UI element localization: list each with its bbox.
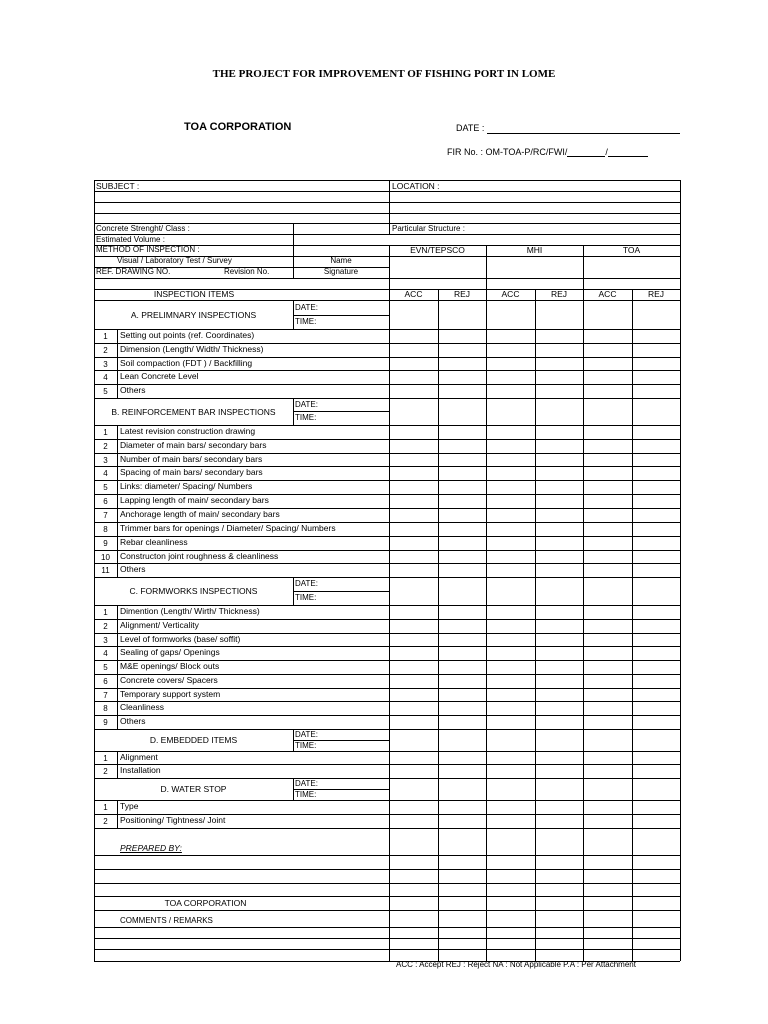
- grid-line: [583, 245, 584, 961]
- method-of-inspection-label: METHOD OF INSPECTION :: [96, 245, 200, 254]
- subject-label: SUBJECT :: [96, 181, 140, 191]
- party-evn-tepsco: EVN/TEPSCO: [410, 245, 465, 255]
- grid-line: [117, 764, 118, 778]
- grid-line: [117, 494, 118, 508]
- rej-header: REJ: [453, 289, 471, 299]
- item-label: Dimension (Length/ Width/ Thickness): [120, 344, 264, 354]
- grid-line: [117, 343, 118, 357]
- item-number: 2: [103, 767, 108, 776]
- section-time-label: TIME:: [295, 789, 317, 799]
- grid-line: [94, 910, 680, 911]
- grid-line: [117, 701, 118, 715]
- party-mhi: MHI: [526, 245, 543, 255]
- section-title: A. PRELIMNARY INSPECTIONS: [130, 309, 257, 320]
- grid-line: [117, 370, 118, 384]
- grid-line: [389, 180, 390, 234]
- section-time-label: TIME:: [295, 740, 317, 750]
- item-number: 7: [103, 690, 108, 700]
- grid-line: [117, 536, 118, 550]
- grid-line: [293, 591, 389, 592]
- section-date-label: DATE:: [295, 778, 318, 788]
- grid-line: [94, 715, 680, 716]
- section-title: C. FORMWORKS INSPECTIONS: [129, 586, 258, 596]
- section-date-label: DATE:: [295, 302, 318, 312]
- grid-line: [117, 563, 118, 577]
- grid-line: [94, 398, 680, 399]
- section-title: D. WATER STOP: [160, 784, 227, 794]
- item-number: 1: [103, 753, 108, 763]
- prepared-by-label: PREPARED BY:: [120, 843, 182, 853]
- item-number: 7: [103, 511, 108, 520]
- item-number: 1: [103, 803, 108, 812]
- item-label: Installation: [120, 765, 161, 775]
- grid-line: [632, 289, 633, 961]
- grid-line: [117, 508, 118, 522]
- grid-line: [117, 633, 118, 646]
- ref-drawing-label: REF. DRAWING NO.: [96, 267, 171, 276]
- signature-label: Signature: [323, 267, 359, 276]
- fir-blank-1[interactable]: [567, 147, 605, 157]
- grid-line: [94, 927, 680, 928]
- section-title: B. REINFORCEMENT BAR INSPECTIONS: [111, 406, 276, 417]
- concrete-strength-label: Concrete Strenght/ Class :: [96, 224, 190, 233]
- item-number: 11: [101, 566, 110, 575]
- item-label: Others: [120, 564, 146, 574]
- item-number: 2: [103, 346, 108, 355]
- item-number: 9: [103, 718, 108, 727]
- date-field[interactable]: [487, 133, 680, 134]
- item-number: 4: [103, 469, 108, 478]
- grid-line: [94, 938, 680, 939]
- grid-line: [486, 245, 487, 961]
- grid-line: [94, 701, 680, 702]
- item-number: 6: [103, 497, 108, 506]
- item-label: Type: [120, 801, 139, 811]
- section-time-label: TIME:: [295, 593, 317, 602]
- fir-sep: /: [605, 147, 608, 157]
- grid-line: [117, 480, 118, 494]
- party-toa: TOA: [622, 245, 641, 255]
- item-label: Level of formworks (base/ soffit): [120, 633, 241, 644]
- grid-line: [117, 329, 118, 343]
- grid-line: [117, 751, 118, 764]
- grid-line: [94, 278, 680, 279]
- grid-line: [117, 439, 118, 453]
- grid-line: [94, 180, 680, 181]
- grid-line: [117, 688, 118, 701]
- page-title: THE PROJECT FOR IMPROVEMENT OF FISHING PORT IN LOME: [212, 68, 556, 80]
- item-label: Setting out points (ref. Coordinates): [120, 330, 255, 340]
- grid-line: [117, 674, 118, 688]
- grid-line: [293, 315, 389, 316]
- grid-line: [117, 550, 118, 563]
- item-label: Others: [120, 385, 146, 395]
- grid-line: [117, 384, 118, 398]
- company-name: TOA CORPORATION: [184, 121, 292, 133]
- grid-line: [94, 883, 680, 884]
- grid-line: [94, 764, 680, 765]
- grid-line: [117, 715, 118, 729]
- acc-header: ACC: [404, 289, 423, 299]
- item-label: Temporary support system: [120, 688, 221, 699]
- grid-line: [117, 660, 118, 674]
- grid-line: [117, 466, 118, 480]
- grid-line: [94, 778, 680, 779]
- item-label: Lapping length of main/ secondary bars: [120, 495, 269, 505]
- section-date-label: DATE:: [295, 399, 318, 409]
- item-number: 9: [103, 539, 108, 548]
- visual-lab-label: Visual / Laboratory Test / Survey: [117, 256, 232, 265]
- grid-line: [94, 563, 680, 564]
- item-label: Alignment/ Verticality: [120, 620, 199, 630]
- grid-line: [94, 234, 680, 235]
- grid-line: [117, 814, 118, 828]
- item-number: 1: [103, 332, 108, 341]
- grid-line: [293, 411, 389, 412]
- date-label: DATE :: [456, 123, 485, 133]
- item-label: Alignment: [120, 751, 158, 762]
- grid-line: [94, 949, 680, 950]
- grid-line: [680, 180, 681, 961]
- acc-header: ACC: [501, 289, 520, 299]
- location-label: LOCATION :: [392, 181, 440, 191]
- grid-line: [94, 751, 680, 752]
- item-label: Others: [120, 716, 146, 726]
- item-number: 1: [103, 608, 108, 617]
- grid-line: [389, 256, 680, 257]
- section-time-label: TIME:: [295, 413, 317, 422]
- item-number: 5: [103, 483, 108, 492]
- item-number: 6: [103, 677, 108, 686]
- section-date-label: DATE:: [295, 729, 318, 739]
- section-date-label: DATE:: [295, 579, 318, 588]
- grid-line: [117, 357, 118, 370]
- item-label: M&E openings/ Block outs: [120, 661, 220, 671]
- grid-line: [117, 605, 118, 619]
- fir-number: [447, 147, 648, 157]
- acc-header: ACC: [598, 289, 617, 299]
- grid-line: [94, 896, 680, 897]
- grid-line: [117, 425, 118, 439]
- item-label: Trimmer bars for openings / Diameter/ Spacing/ Numbers: [120, 523, 336, 533]
- grid-line: [94, 384, 680, 385]
- bottom-company: TOA CORPORATION: [164, 898, 247, 908]
- item-number: 3: [103, 455, 108, 465]
- item-label: Cleanliness: [120, 702, 164, 712]
- item-label: Constructon joint roughness & cleanliness: [120, 550, 279, 561]
- grid-line: [117, 800, 118, 814]
- item-label: Spacing of main bars/ secondary bars: [120, 467, 263, 477]
- grid-line: [94, 828, 680, 829]
- grid-line: [94, 202, 680, 203]
- grid-line: [94, 869, 680, 870]
- grid-line: [94, 855, 680, 856]
- fir-blank-2[interactable]: [608, 147, 648, 157]
- item-label: Anchorage length of main/ secondary bars: [120, 509, 280, 519]
- grid-line: [94, 729, 680, 730]
- item-label: Lean Concrete Level: [120, 371, 199, 381]
- grid-line: [117, 522, 118, 536]
- rej-header: REJ: [647, 289, 665, 299]
- item-label: Rebar cleanliness: [120, 537, 188, 547]
- item-label: Soil compaction (FDT ) / Backfilling: [120, 357, 253, 368]
- particular-structure-label: Particular Structure :: [392, 224, 465, 233]
- item-label: Concrete covers/ Spacers: [120, 675, 218, 685]
- grid-line: [117, 646, 118, 660]
- comments-label: COMMENTS / REMARKS: [120, 916, 213, 925]
- grid-line: [117, 619, 118, 633]
- item-label: Links: diameter/ Spacing/ Numbers: [120, 481, 253, 491]
- inspection-items-header: INSPECTION ITEMS: [153, 289, 235, 299]
- item-number: 1: [103, 428, 108, 437]
- grid-line: [94, 300, 680, 301]
- item-number: 3: [103, 635, 108, 645]
- item-label: Latest revision construction drawing: [120, 426, 256, 436]
- grid-line: [94, 800, 680, 801]
- item-number: 8: [103, 525, 108, 534]
- item-label: Number of main bars/ secondary bars: [120, 453, 263, 464]
- section-time-label: TIME:: [295, 317, 317, 326]
- estimated-volume-label: Estimated Volume :: [96, 235, 165, 244]
- legend-footer: ACC : Accept REJ : Reject NA : Not Applicable P.A : Per Attachment: [396, 960, 636, 969]
- item-number: 2: [103, 622, 108, 631]
- item-number: 8: [103, 704, 108, 713]
- item-number: 5: [103, 663, 108, 672]
- item-label: Positioning/ Tightness/ Joint: [120, 815, 226, 825]
- revision-no-label: Revision No.: [224, 267, 270, 276]
- section-title: D. EMBEDDED ITEMS: [149, 735, 238, 745]
- grid-line: [535, 289, 536, 961]
- grid-line: [94, 213, 680, 214]
- item-number: 2: [103, 442, 108, 451]
- name-label: Name: [330, 256, 352, 265]
- item-number: 2: [103, 817, 108, 826]
- item-number: 4: [103, 649, 108, 658]
- grid-line: [117, 453, 118, 466]
- grid-line: [94, 577, 680, 578]
- item-label: Diameter of main bars/ secondary bars: [120, 440, 267, 450]
- grid-line: [438, 289, 439, 961]
- item-number: 10: [101, 552, 110, 562]
- item-number: 5: [103, 387, 108, 396]
- item-label: Dimention (Length/ Wirth/ Thickness): [120, 606, 260, 616]
- item-number: 4: [103, 373, 108, 382]
- item-label: Sealing of gaps/ Openings: [120, 647, 220, 657]
- item-number: 3: [103, 359, 108, 369]
- grid-line: [94, 191, 680, 192]
- fir-label: FIR No. : OM-TOA-P/RC/FWI/: [447, 147, 568, 157]
- rej-header: REJ: [550, 289, 568, 299]
